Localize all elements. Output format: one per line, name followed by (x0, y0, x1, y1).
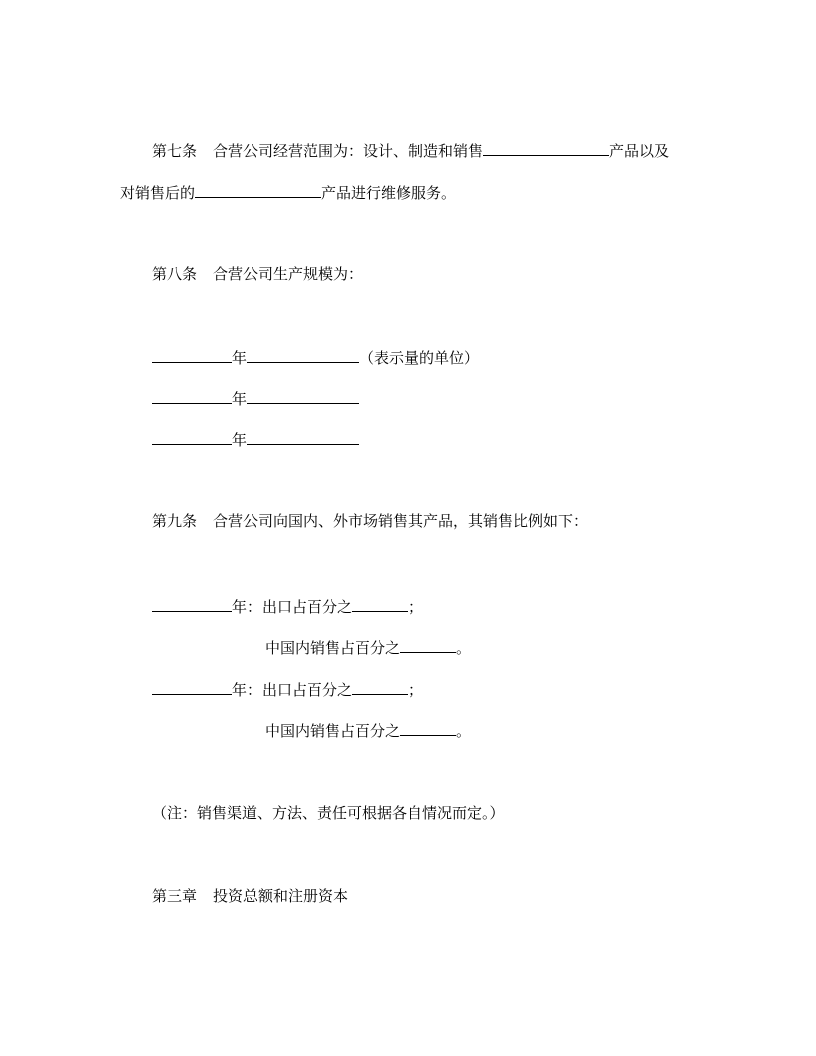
article9-label: 第九条 (152, 512, 198, 530)
domestic-row (265, 636, 471, 656)
year-suffix: 年： (232, 598, 263, 616)
export-text: 出口占百分之 (262, 681, 353, 699)
domestic-text: 中国内销售占百分之 (265, 722, 401, 740)
chapter3-title: 投资总额和注册资本 (213, 887, 349, 905)
domestic-text: 中国内销售占百分之 (265, 639, 401, 657)
production-row (152, 387, 359, 407)
domestic-percent-blank[interactable] (400, 636, 456, 653)
chapter3-label: 第三章 (152, 887, 198, 905)
chapter3-heading (152, 886, 348, 906)
export-end: ； (408, 598, 424, 616)
year-blank[interactable] (152, 387, 232, 404)
year-blank[interactable] (152, 595, 232, 612)
year-blank[interactable] (152, 346, 232, 363)
unit-note: （表示量的单位） (359, 349, 480, 367)
production-row (152, 346, 479, 366)
article7-line1 (152, 139, 669, 159)
year-blank[interactable] (152, 428, 232, 445)
domestic-row (265, 719, 471, 739)
product-blank[interactable] (483, 139, 609, 156)
article7-label: 第七条 (152, 142, 198, 160)
article9-heading (152, 511, 588, 531)
year-suffix: 年： (232, 681, 263, 699)
article7-service-text: 产品进行维修服务。 (321, 184, 457, 202)
export-text: 出口占百分之 (262, 598, 353, 616)
domestic-percent-blank[interactable] (400, 719, 456, 736)
quantity-blank[interactable] (247, 346, 359, 363)
production-row (152, 428, 359, 448)
year-suffix: 年 (232, 431, 248, 449)
article7-after-sale-text: 对销售后的 (120, 184, 196, 202)
export-percent-blank[interactable] (352, 595, 408, 612)
quantity-blank[interactable] (247, 387, 359, 404)
article9-text: 合营公司向国内、外市场销售其产品，其销售比例如下： (213, 512, 589, 530)
export-end: ； (408, 681, 424, 699)
export-percent-blank[interactable] (352, 678, 408, 695)
year-suffix: 年 (232, 390, 248, 408)
domestic-end: 。 (456, 722, 472, 740)
export-row (152, 678, 423, 698)
article7-product-text: 产品以及 (609, 142, 670, 160)
sales-note: （注：销售渠道、方法、责任可根据各自情况而定。） (152, 804, 505, 822)
article8-text: 合营公司生产规模为： (213, 265, 364, 283)
service-product-blank[interactable] (195, 181, 321, 198)
article7-scope-text: 合营公司经营范围为：设计、制造和销售 (213, 142, 484, 160)
domestic-end: 。 (456, 639, 472, 657)
quantity-blank[interactable] (247, 428, 359, 445)
year-suffix: 年 (232, 349, 248, 367)
article8-heading (152, 264, 363, 284)
article7-line2 (120, 181, 456, 201)
article8-label: 第八条 (152, 265, 198, 283)
year-blank[interactable] (152, 678, 232, 695)
export-row (152, 595, 423, 615)
